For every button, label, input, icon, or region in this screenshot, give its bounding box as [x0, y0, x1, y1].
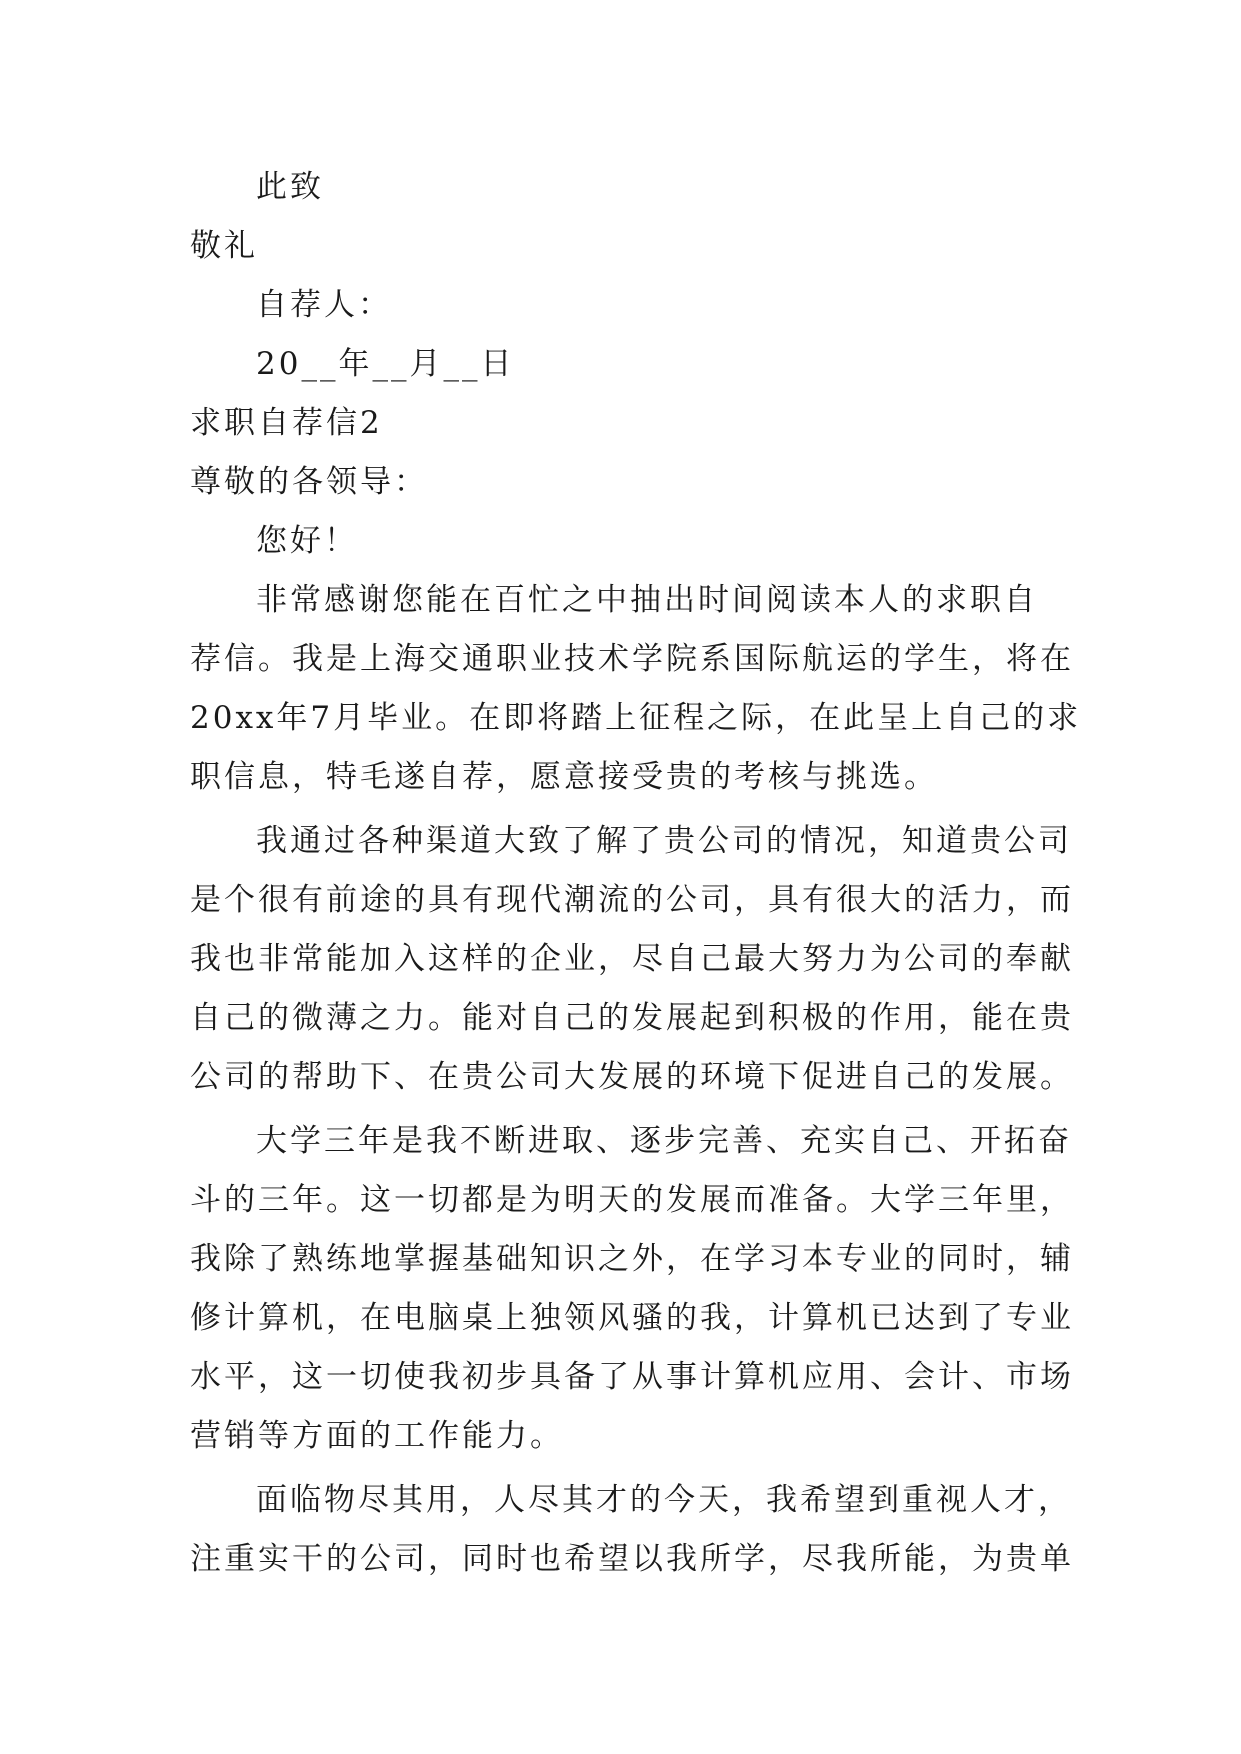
paragraph-line: 非常感谢您能在百忙之中抽出时间阅读本人的求职自 — [256, 582, 1038, 618]
paragraph-line: 大学三年是我不断进取、逐步完善、充实自己、开拓奋 — [256, 1123, 1072, 1159]
date-line: 20__年__月__日 — [256, 346, 515, 382]
paragraph-line: 面临物尽其用，人尽其才的今天，我希望到重视人才， — [256, 1482, 1072, 1518]
paragraph-line: 修计算机，在电脑桌上独领风骚的我，计算机已达到了专业 — [190, 1300, 1074, 1336]
document-page — [190, 158, 1082, 1589]
letter-title: 求职自荐信2 — [190, 405, 383, 441]
paragraph-line: 荐信。我是上海交通职业技术学院系国际航运的学生，将在 — [190, 641, 1074, 677]
closing-salutation: 此致 — [256, 169, 324, 205]
paragraph-line: 水平，这一切使我初步具备了从事计算机应用、会计、市场 — [190, 1359, 1074, 1395]
recipient-line: 尊敬的各领导： — [190, 464, 428, 500]
signer-label: 自荐人： — [256, 287, 392, 323]
paragraph-1 — [190, 571, 1082, 807]
greeting-line: 您好！ — [256, 523, 358, 559]
paragraph-line: 职信息，特毛遂自荐，愿意接受贵的考核与挑选。 — [190, 759, 938, 795]
paragraph-line: 自己的微薄之力。能对自己的发展起到积极的作用，能在贵 — [190, 1000, 1074, 1036]
paragraph-line: 我也非常能加入这样的企业，尽自己最大努力为公司的奉献 — [190, 941, 1074, 977]
paragraph-line: 我通过各种渠道大致了解了贵公司的情况，知道贵公司 — [256, 823, 1072, 859]
paragraph-line: 注重实干的公司，同时也希望以我所学，尽我所能，为贵单 — [190, 1541, 1074, 1577]
paragraph-3 — [190, 1112, 1074, 1466]
paragraph-4 — [190, 1471, 1074, 1589]
paragraph-line: 我除了熟练地掌握基础知识之外，在学习本专业的同时，辅 — [190, 1241, 1074, 1277]
paragraph-line: 公司的帮助下、在贵公司大发展的环境下促进自己的发展。 — [190, 1059, 1074, 1095]
paragraph-line: 营销等方面的工作能力。 — [190, 1418, 564, 1454]
paragraph-line: 是个很有前途的具有现代潮流的公司，具有很大的活力，而 — [190, 882, 1074, 918]
paragraph-line: 20xx年7月毕业。在即将踏上征程之际，在此呈上自己的求 — [190, 700, 1082, 736]
paragraph-2 — [190, 812, 1074, 1107]
closing-regards: 敬礼 — [190, 228, 258, 264]
paragraph-line: 斗的三年。这一切都是为明天的发展而准备。大学三年里， — [190, 1182, 1074, 1218]
